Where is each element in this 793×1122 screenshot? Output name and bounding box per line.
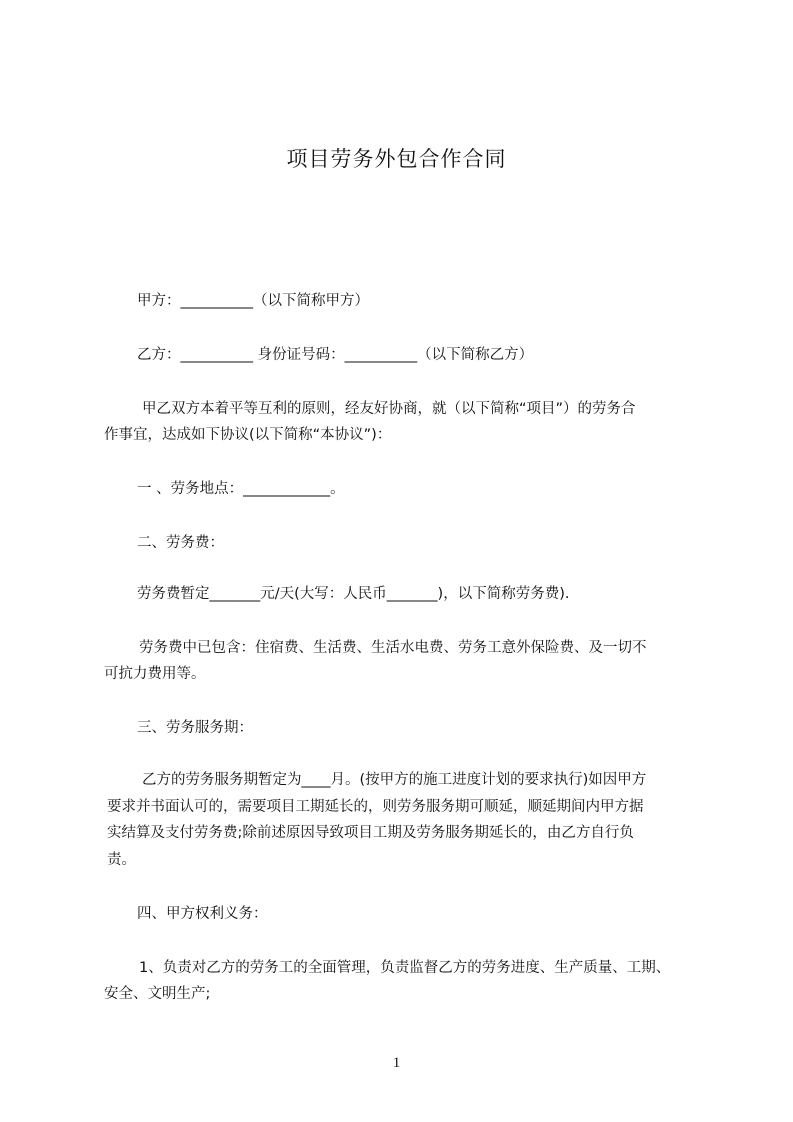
period-paragraph-line-2: 要求并书面认可的，需要项目工期延长的，则劳务服务期可顺延，顺延期间内甲方据 [107, 799, 644, 815]
document-title: 项目劳务外包合作合同 [286, 147, 507, 171]
fee-line: 劳务费暂定_______元/天(大写：人民币_______)，以下简称劳务费). [137, 586, 570, 602]
party-a-line: 甲方：__________（以下简称甲方） [137, 293, 369, 309]
party-b-line: 乙方：__________ 身份证号码：__________（以下简称乙方） [137, 347, 534, 363]
fee-includes-line-2: 可抗力费用等。 [104, 666, 206, 682]
intro-paragraph-line-2: 作事宜，达成如下协议(以下简称“本协议”)： [104, 427, 392, 443]
period-paragraph-line-3: 实结算及支付劳务费;除前述原因导致项目工期及劳务服务期延长的，由乙方自行负 [107, 825, 634, 841]
section-3-heading: 三、劳务服务期： [137, 720, 253, 736]
item-1-line-2: 安全、文明生产; [104, 986, 211, 1002]
section-2-heading: 二、劳务费： [137, 535, 224, 551]
period-paragraph-line-4: 责。 [107, 852, 136, 868]
intro-paragraph-line-1: 甲乙双方本着平等互利的原则，经友好协商，就（以下简称“项目”）的劳务合 [142, 401, 636, 417]
section-4-heading: 四、甲方权利义务： [137, 906, 268, 922]
fee-includes-line-1: 劳务费中已包含：住宿费、生活费、生活水电费、劳务工意外保险费、及一切不 [139, 640, 647, 656]
period-paragraph-line-1: 乙方的劳务服务期暂定为____月。(按甲方的施工进度计划的要求执行)如因甲方 [142, 772, 647, 788]
item-1-line-1: 1、负责对乙方的劳务工的全面管理，负责监督乙方的劳务进度、生产质量、工期、 [139, 960, 671, 976]
page-number: 1 [392, 1055, 401, 1071]
section-1-heading: 一 、劳务地点：____________。 [137, 481, 345, 497]
